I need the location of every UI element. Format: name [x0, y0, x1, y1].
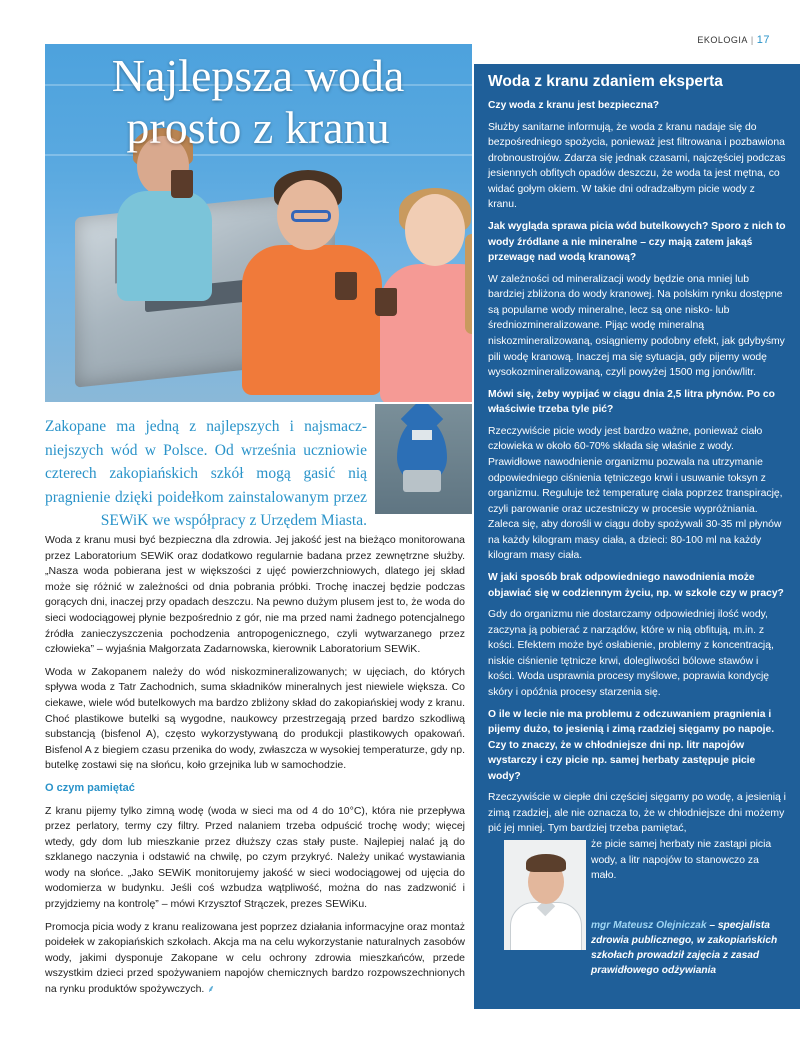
article-title — [58, 50, 458, 154]
child-body — [242, 245, 382, 395]
braid — [465, 234, 472, 334]
sidebar-question: W jaki sposób brak odpowiedniego nawodnienia może objawiać się w codziennym życiu, np. w szkole czy w pracy? — [488, 572, 784, 599]
tent-seam — [45, 154, 472, 156]
header-divider: | — [750, 35, 754, 45]
page-header — [697, 34, 770, 46]
child-head — [405, 194, 465, 266]
sidebar-question: O ile w lecie nie ma problemu z odczuwaniem pragnienia i pijemy dużo, to jesienią i zimą rzadziej sięgamy po napoje. Czy to znaczy, że w chłodniejsze dni np. litr napojów wystarczy i czy picie np. samej herbaty zastępuje picie wody? — [488, 708, 775, 782]
paper-cup — [171, 170, 193, 198]
sidebar-question: Mówi się, żeby wypijać w ciągu dnia 2,5 litra płynów. Po co właściwie trzeba tyle pić? — [488, 388, 775, 416]
sidebar-answer: Rzeczywiście w ciepłe dni częściej sięgamy po wodę, a jesienią i zimą rzadziej, ale nie oznacza to, że w chłodniejsze dni możemy pić jej mniej. Tym bardziej trzeba pamiętać, — [488, 792, 786, 835]
expert-description: – specjalista zdrowia publicznego, w zakopiańskich szkołach prowadził zajęcia z zasad prawidłowego odżywiania — [591, 919, 778, 976]
sidebar-answer-continued: że picie samej herbaty nie zastąpi picia wody, a litr napojów to stanowczo za mało. — [591, 838, 772, 882]
expert-caption — [591, 918, 786, 978]
article-body — [45, 533, 465, 1005]
sidebar-title: Woda z kranu zdaniem eksperta — [488, 73, 723, 90]
body-paragraph: Woda w Zakopanem należy do wód niskozmineralizowanych; w ujęciach, do których spływa woda z Tatr Zachodnich, suma składników mineralnych jest niewiele większa. Co ciekawe, wiele wód butelkowych ma bardzo zbliżony skład do zakopiańskiej wody z kranu. Choć plastikowe butelki są wygodne, naukowcy przestrzegają przed bardzo szkodliwą substancją (bisfenol A), często wykorzystywaną do produkcji plastikowych opakowań. Bisfenol A z biegiem czasu przenika do wody, zwłaszcza w wysokiej temperaturze, gdy np. butelkę zostawi się na słońcu, koło grzejnika lub w samochodzie. — [45, 665, 465, 772]
body-paragraph: Z kranu pijemy tylko zimną wodę (woda w sieci ma od 4 do 10°C), która nie przepływa przez perlatory, termy czy filtry. Przed nalaniem trzeba odpuścić trochę wody; więcej wtedy, gdy dom lub mieszkanie przez dłuższy czas stały puste. Najlepiej nalać ją do szklanego naczynia i odstawić na chwilę, po czym przykryć. Należy unikać wystawiania wody na słońce. „Jako SEWiK monitorujemy jakość w sieci wodociągowej od ujęcia do wodomierza w budynku. Jeśli coś wzbudza wątpliwość, można do nas zadzwonić i przyjdziemy na kontrolę” – mówi Krzysztof Strączek, prezes SEWiKu. — [45, 804, 465, 911]
paper-cup — [335, 272, 357, 300]
subheading: O czym pamiętać — [45, 781, 135, 794]
expert-photo — [504, 840, 586, 950]
body-paragraph-text: Promocja picia wody z kranu realizowana jest poprzez działania informacyjne oraz montaż poidełek w zakopiańskich szkołach. Akcja ma na celu wykorzystanie naturalnych zasobów wody, jakimi dysponuje Zakopane w celu ochrony zdrowia mieszkańców, przede wszystkim dzieci przed spożywaniem napojów chemicznych bardzo rozpowszechnionych na rynku produktów spożywczych. — [45, 920, 465, 996]
sidebar-answer: Rzeczywiście picie wody jest bardzo ważne, ponieważ ciało człowieka w około 60-70% składa się właśnie z wody. Prawidłowe nawodnienie organizmu pozwala na utrzymanie odpowiedniego ciśnienia tętniczego krwi i usuwanie toksyn z organizmu. Reguluje też temperaturę ciała poprzez transpirację, czyli parowanie oraz uczestniczy w procesie wypróżniania. Zaleca się, aby dorośli w ciągu doby spożywali 30-35 ml płynów na każdy kilogram masy ciała, a dzieci: 80-100 ml na każdy kilogram masy ciała. — [488, 425, 783, 562]
sidebar-answer: Gdy do organizmu nie dostarczamy odpowiedniej ilość wody, zaczyna ją pobierać z narządów, które w nią obfitują, m.in. z kości. Efektem może być osłabienie, problemy z koncentracją, niskie ciśnienie tętnicze krwi, dolegliwości bólowe stawów i kości. Woda usprawnia procesy myślowe, poprawia kondycję skóry i opóźnia procesy starzenia się. — [488, 609, 774, 699]
sidebar-question: Jak wygląda sprawa picia wód butelkowych? Sporo z nich to wody źródlane a nie mineralne – czy mają zatem jakąś przewagę nad wodą kranową? — [488, 221, 786, 264]
title-line: prosto z kranu — [126, 102, 390, 153]
child-body — [380, 264, 472, 402]
body-paragraph: Woda z kranu musi być bezpieczna dla zdrowia. Jej jakość jest na bieżąco monitorowana przez Laboratorium SEWiK oraz dodatkowo regularnie badana przez zewnętrzne służby. „Nasza woda pobierana jest w większości z ujęć powierzchniowych, dlatego jej skład może się różnić w zależności od dnia pobrania próbki. Trochę inaczej będzie podczas gorących dni, inaczej przy opadach deszczu. Na pewno dużym plusem jest to, że woda do sieci wodociągowej płynie bezpośrednio z gór, nie ma przed nami żadnego potencjalnego źródła zanieczyszczenia pochodzenia antropogenicznego, czyli wytwarzanego przez człowieka” – wyjaśnia Małgorzata Zadarnowska, kierownik Laboratorium SEWiK. — [45, 534, 465, 656]
sidebar-question: Czy woda z kranu jest bezpieczna? — [488, 100, 660, 111]
glasses — [291, 210, 331, 222]
end-mark-icon: ⸙ — [207, 984, 215, 996]
article-lead: Zakopane ma jedną z najlepszych i najsmacz-niejszych wód w Polsce. Od września uczniowie czterech zakopiańskich szkół mogą gasić nią pragnienie dzięki poidełkom zainstalowanym przez SEWiK we współpracy z Urzędem Miasta. — [45, 418, 367, 529]
sidebar-answer: W zależności od mineralizacji wody będzie ona mniej lub bardziej zbliżona do wody kranowej. Na polskim rynku dostępne są popularne wody mineralne, lecz są one nisko- lub średniozmineralizowane. Pijąc wodę mineralną niskozmineralizowaną, osiągniemy podobny efekt, jak gdybyśmy pili wodę kranową. Inaczej ma się sytuacja, gdy pijemy wodę wysokozmineralizowaną, czyli powyżej 1500 mg jonów/litr. — [488, 273, 785, 379]
expert-sidebar — [474, 64, 800, 1009]
fountain-tap — [403, 470, 441, 492]
section-label: EKOLOGIA — [697, 35, 748, 45]
drinking-fountain-photo — [375, 404, 472, 514]
expert-block — [488, 837, 800, 976]
plaque-label — [412, 430, 432, 440]
page-number: 17 — [756, 34, 770, 46]
expert-name: mgr Mateusz Olejniczak — [591, 919, 707, 931]
child-body — [117, 191, 212, 301]
sidebar-answer: Służby sanitarne informują, że woda z kranu nadaje się do bezpośredniego spożycia, ponieważ jest filtrowana i pozbawiona drobnoustrojów. Zdarza się jednak czasami, najczęściej podczas jesiennych obfitych opadów deszczu, że woda ta jest mętna, co widać gołym okiem. W takie dni odradzałbym picie wody z kranu. — [488, 121, 786, 211]
paper-cup — [375, 288, 397, 316]
body-paragraph — [45, 920, 465, 998]
title-line: Najlepsza woda — [111, 50, 405, 101]
expert-hair — [526, 854, 566, 872]
